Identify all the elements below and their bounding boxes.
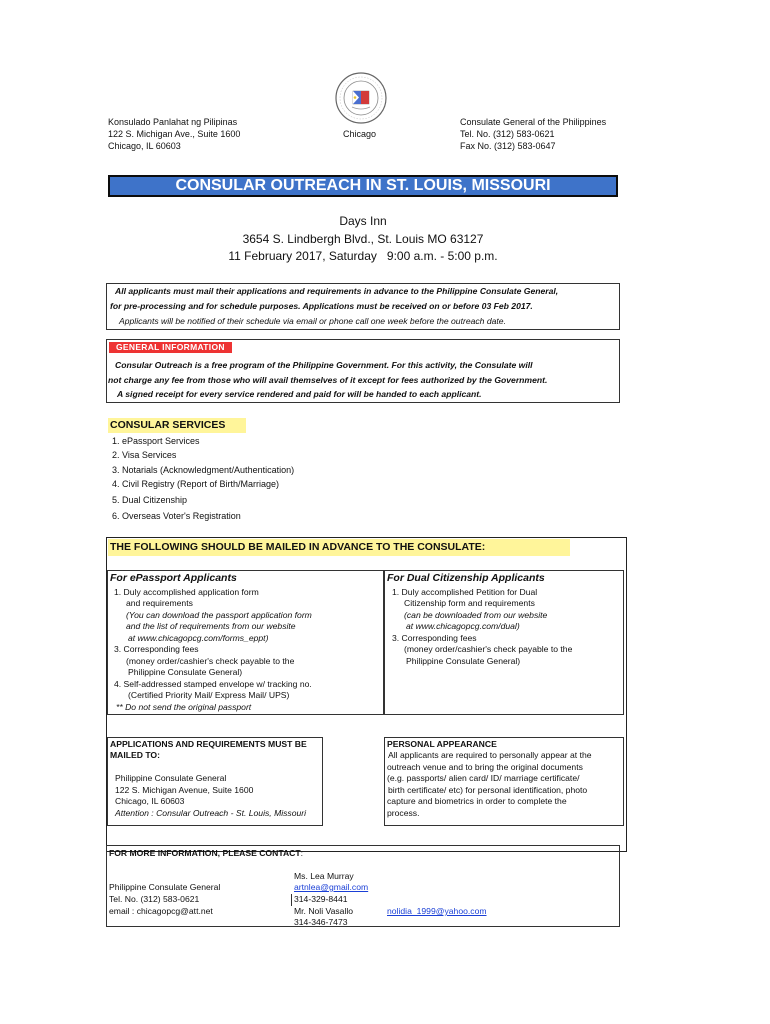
personal-line-3: (e.g. passports/ alien card/ ID/ marriage certificate/	[387, 773, 580, 783]
header-right-line-3: Fax No. (312) 583-0647	[460, 141, 556, 151]
header-right-line-2: Tel. No. (312) 583-0621	[460, 129, 555, 139]
epassport-heading: For ePassport Applicants	[110, 572, 237, 584]
contact-heading	[109, 848, 303, 860]
mail-to-heading-2: MAILED TO:	[110, 750, 160, 760]
contact-person-2-phone: 314-346-7473	[294, 917, 348, 927]
personal-line-4: birth certificate/ etc) for personal identification, photo	[388, 785, 588, 795]
list-item: 5. Dual Citizenship	[112, 495, 188, 505]
mail-to-line-2: 122 S. Michigan Avenue, Suite 1600	[115, 785, 254, 795]
general-info-line-3: A signed receipt for every service rendered and paid for will be handed to each applicant.	[117, 389, 482, 399]
epassport-line-6: 3. Corresponding fees	[114, 644, 199, 654]
contact-person-1-name: Ms. Lea Murray	[294, 871, 354, 881]
general-info-line-2: not charge any fee from those who will avail themselves of it except for fees authorized by the Government.	[108, 375, 548, 385]
epassport-line-10: (Certified Priority Mail/ Express Mail/ UPS)	[128, 690, 290, 700]
contact-person-2-name: Mr. Noli Vasallo	[294, 906, 354, 916]
contact-information-box	[106, 845, 620, 927]
list-item: 6. Overseas Voter's Registration	[112, 511, 241, 521]
personal-line-1: All applicants are required to personally appear at the	[388, 750, 592, 760]
venue-datetime: 11 February 2017, Saturday 9:00 a.m. - 5:00 p.m.	[228, 249, 498, 263]
mail-to-line-1: Philippine Consulate General	[115, 773, 227, 783]
general-information-box	[106, 339, 620, 403]
personal-line-2: outreach venue and to bring the original documents	[387, 762, 583, 772]
mail-to-heading-1: APPLICATIONS AND REQUIREMENTS MUST BE	[110, 739, 307, 749]
mail-in-heading: THE FOLLOWING SHOULD BE MAILED IN ADVANCE TO THE CONSULATE:	[108, 539, 570, 556]
personal-line-5: capture and biometrics in order to complete the	[387, 796, 567, 806]
page-title: CONSULAR OUTREACH IN ST. LOUIS, MISSOURI	[175, 177, 551, 194]
venue-name: Days Inn	[339, 214, 387, 228]
mail-to-line-3: Chicago, IL 60603	[115, 796, 185, 806]
general-information-label: GENERAL INFORMATION	[109, 342, 232, 353]
dual-line-1: 1. Duly accomplished Petition for Dual	[392, 587, 538, 597]
header-right-line-1: Consulate General of the Philippines	[460, 117, 607, 127]
page-title-banner	[108, 175, 618, 197]
dual-line-5: 3. Corresponding fees	[392, 633, 477, 643]
header-left-line-2: 122 S. Michigan Ave., Suite 1600	[108, 129, 241, 139]
dual-citizenship-requirements	[384, 570, 624, 715]
dual-line-2: Citizenship form and requirements	[404, 598, 535, 608]
notice-line-3: Applicants will be notified of their schedule via email or phone call one week before the outreach date.	[119, 316, 506, 326]
epassport-line-7: (money order/cashier's check payable to the	[126, 656, 295, 666]
mail-notice-box	[106, 283, 620, 330]
personal-appearance-heading: PERSONAL APPEARANCE	[387, 739, 497, 749]
list-item: 1. ePassport Services	[112, 436, 200, 446]
epassport-line-9: 4. Self-addressed stamped envelope w/ tracking no.	[114, 679, 312, 689]
venue-address: 3654 S. Lindbergh Blvd., St. Louis MO 63127	[242, 232, 484, 246]
epassport-line-5: at www.chicagopcg.com/forms_eppt)	[128, 633, 269, 643]
contact-person-1-phone: 314-329-8441	[291, 894, 348, 906]
epassport-line-3: (You can download the passport application form	[126, 610, 312, 620]
mail-in-requirements-box	[106, 537, 627, 852]
dual-line-4: at www.chicagopcg.com/dual)	[406, 621, 520, 631]
contact-org: Philippine Consulate General	[109, 882, 221, 892]
header-left-line-1: Konsulado Panlahat ng Pilipinas	[108, 117, 238, 127]
mail-to-attention: Attention : Consular Outreach - St. Louis, Missouri	[115, 808, 307, 818]
dfa-seal-logo	[334, 71, 388, 125]
dual-line-6: (money order/cashier's check payable to the	[404, 644, 573, 654]
list-item: 4. Civil Registry (Report of Birth/Marriage)	[112, 479, 280, 489]
list-item: 3. Notarials (Acknowledgment/Authentication)	[112, 465, 295, 475]
consulate-contact-block	[460, 116, 606, 152]
epassport-line-4: and the list of requirements from our website	[126, 621, 296, 631]
personal-line-6: process.	[387, 808, 420, 818]
contact-heading-colon: :	[300, 848, 303, 858]
contact-phone: Tel. No. (312) 583-0621	[109, 894, 200, 904]
contact-heading-text: FOR MORE INFORMATION, PLEASE CONTACT	[109, 848, 301, 858]
consulate-address-block	[108, 116, 240, 152]
contact-person-2-email-link[interactable]: nolidia_1999@yahoo.com	[387, 906, 487, 916]
epassport-line-8: Philippine Consulate General)	[128, 667, 243, 677]
dual-line-7: Philippine Consulate General)	[406, 656, 521, 666]
notice-line-2: for pre-processing and for schedule purposes. Applications must be received on or before 03 Feb 2017.	[110, 301, 533, 311]
epassport-line-2: and requirements	[126, 598, 193, 608]
personal-appearance-box	[384, 737, 624, 826]
epassport-line-1: 1. Duly accomplished application form	[114, 587, 259, 597]
epassport-requirements	[107, 570, 384, 715]
header-left-line-3: Chicago, IL 60603	[108, 141, 181, 151]
general-info-line-1: Consular Outreach is a free program of the Philippine Government. For this activity, the Consulate will	[115, 360, 533, 370]
dual-citizenship-heading: For Dual Citizenship Applicants	[387, 572, 545, 584]
consular-services-heading: CONSULAR SERVICES	[108, 418, 246, 433]
list-item: 2. Visa Services	[112, 450, 177, 460]
dual-line-3: (can be downloaded from our website	[404, 610, 548, 620]
header-city: Chicago	[343, 129, 377, 139]
contact-email: email : chicagopcg@att.net	[109, 906, 213, 916]
contact-person-1-email-link[interactable]: artnlea@gmail.com	[294, 882, 369, 892]
notice-line-1: All applicants must mail their applications and requirements in advance to the Philippine Consulate General,	[115, 286, 559, 296]
mailing-address-box	[107, 737, 323, 826]
epassport-note: ** Do not send the original passport	[116, 702, 252, 712]
